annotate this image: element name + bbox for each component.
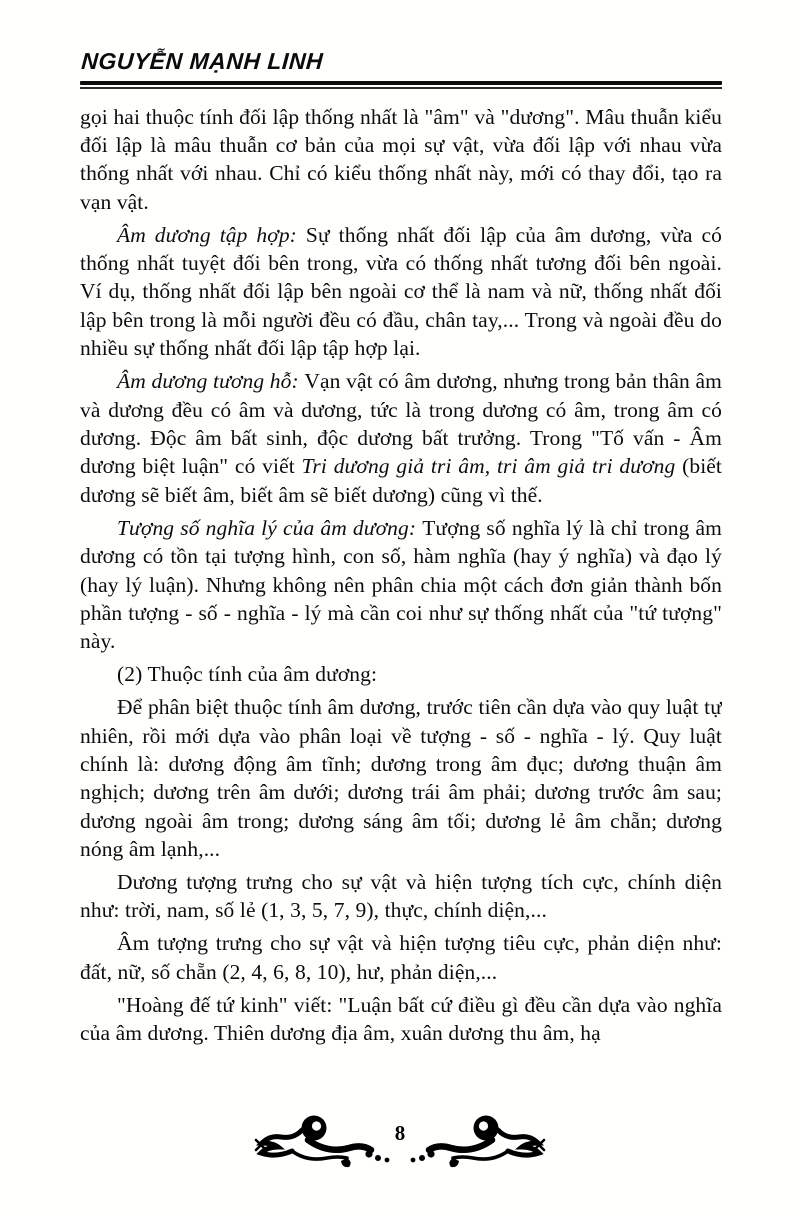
text-segment: Sự thống nhất đối lập của âm dương, vừa có thống nhất tuyệt đối bên trong, vừa có thống nhất tương đối bên ngoài. Ví dụ, thống nhất đối lập bên ngoài cơ thể là nam và nữ, thống nhất đối lập bên trong là mỗi người đều có đầu, chân tay,... Trong và ngoài đều do nhiều sự thống nhất đối lập tập hợp lại. bbox=[80, 222, 722, 361]
text-segment: (2) Thuộc tính của âm dương: bbox=[117, 662, 378, 687]
text-segment: Âm tượng trưng cho sự vật và hiện tượng tiêu cực, phản diện như: đất, nữ, số chẵn (2, 4, 6, 8, 10), hư, phản diện,... bbox=[80, 931, 722, 984]
text-segment: Tượng số nghĩa lý là chỉ trong âm dương có tồn tại tượng hình, con số, hàm nghĩa (hay ý nghĩa) và đạo lý (hay lý luận). Nhưng không nên phân chia một cách đơn giản thành bốn phần tượng - số - nghĩa - lý mà cần coi như sự thống nhất của "tứ tượng" này. bbox=[80, 515, 722, 654]
header-rule-thick bbox=[80, 81, 722, 85]
footer-ornament-wrap bbox=[250, 1112, 550, 1170]
paragraph bbox=[80, 514, 722, 656]
paragraph bbox=[80, 868, 722, 925]
text-segment: (biết dương sẽ biết âm, biết âm sẽ biết dương) cũng vì thế. bbox=[80, 454, 722, 507]
text-segment-italic: Tượng số nghĩa lý của âm dương: bbox=[117, 515, 423, 540]
text-segment: Vạn vật có âm dương, nhưng trong bản thân âm và dương đều có âm và dương, tức là trong dương có âm, trong âm có dương. Độc âm bất sinh, độc dương bất trưởng. Trong "Tố vấn - Âm dương biệt luận" có viết bbox=[80, 369, 722, 479]
text-segment-italic: Tri dương giả tri âm, tri âm giả tri dương bbox=[301, 454, 676, 479]
text-segment: "Hoàng đế tứ kinh" viết: "Luận bất cứ điều gì đều cần dựa vào nghĩa của âm dương. Thiên dương địa âm, xuân dương thu âm, hạ bbox=[80, 992, 722, 1046]
text-segment-italic: Âm dương tương hỗ: bbox=[117, 369, 305, 394]
page-number: 8 bbox=[394, 1121, 406, 1145]
page-header bbox=[80, 48, 722, 89]
paragraph bbox=[80, 103, 722, 217]
paragraph bbox=[80, 991, 722, 1048]
text-segment: gọi hai thuộc tính đối lập thống nhất là "âm" và "dương". Mâu thuẫn kiểu đối lập là mâu thuẫn cơ bản của mọi sự vật, vừa đối lập với nhau vừa thống nhất với nhau. Chỉ có kiểu thống nhất này, mới có thay đổi, tạo ra vạn vật. bbox=[80, 104, 722, 214]
paragraph bbox=[80, 367, 722, 509]
running-header-author: NGUYỄN MẠNH LINH bbox=[80, 48, 325, 74]
paragraph bbox=[80, 660, 722, 688]
text-segment-italic: Âm dương tập hợp: bbox=[117, 222, 306, 247]
text-segment: Để phân biệt thuộc tính âm dương, trước tiên cần dựa vào quy luật tự nhiên, rồi mới dựa vào phân loại về tượng - số - nghĩa - lý. Quy luật chính là: dương động âm tĩnh; dương trong âm đục; dương thuận âm nghịch; dương trên âm dưới; dương trái âm phải; dương trước âm sau; dương ngoài âm trong; dương sáng âm tối; dương lẻ âm chẵn; dương nóng âm lạnh,... bbox=[80, 695, 722, 862]
paragraph bbox=[80, 929, 722, 986]
paragraph bbox=[80, 221, 722, 363]
paragraph bbox=[80, 693, 722, 863]
page-body bbox=[80, 103, 722, 1113]
header-rule-thin bbox=[80, 87, 722, 89]
page-footer bbox=[0, 1112, 800, 1170]
text-segment: Dương tượng trưng cho sự vật và hiện tượng tích cực, chính diện như: trời, nam, số lẻ (1, 3, 5, 7, 9), thực, chính diện,... bbox=[80, 870, 722, 923]
